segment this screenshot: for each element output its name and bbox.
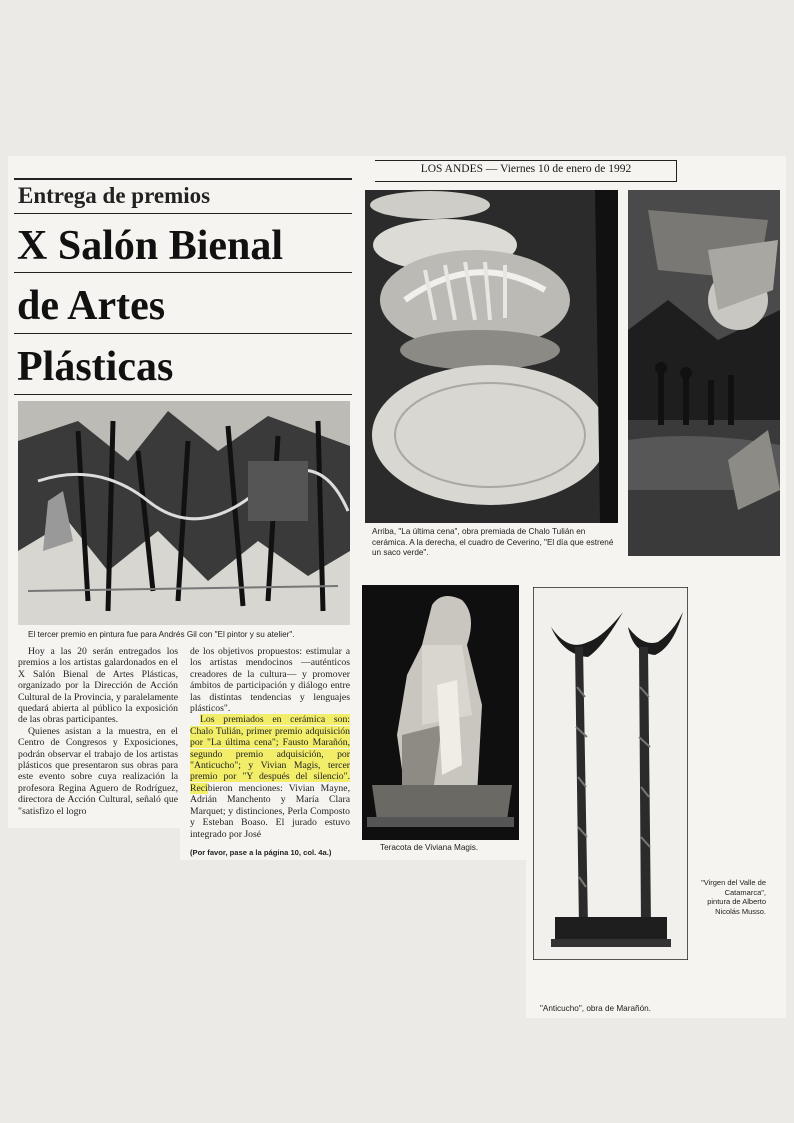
- headline-rule-2: [14, 272, 352, 273]
- article-paragraph-1: Hoy a las 20 serán entregados los premios a los artistas galardonados en el X Salón Bienal de Artes Plásticas, organizado por la Dirección de Acción Cultural de la Provincia, y paralelamente quedará abierta al público la exposición de las obras participantes.: [18, 646, 178, 726]
- caption-anticucho: "Anticucho", obra de Marañón.: [540, 1004, 651, 1013]
- article-paragraph-2: Quienes asistan a la muestra, en el Centro de Congresos y Exposiciones, podrán observar el trabajo de los artistas plásticos que presentaron sus obras para este evento sobre cuya realización la profesora Regina Aguero de Rodríguez, directora de Acción Cultural, señaló que "satisfizo el logro: [18, 725, 178, 817]
- headline-rule-1: [14, 213, 352, 214]
- headline-rule-4: [14, 394, 352, 395]
- headline-rule-3: [14, 333, 352, 334]
- article-column-1: [18, 646, 178, 817]
- kicker: Entrega de premios: [18, 183, 211, 208]
- continued-reference: (Por favor, pase a la página 10, col. 4a.): [190, 848, 332, 857]
- masthead-rule-right: [676, 160, 677, 182]
- caption-ceramics: Arriba, "La última cena", obra premiada de Chalo Tulián en cerámica. A la derecha, el cuadro de Ceverino, "El día que estrené un saco verde".: [372, 527, 614, 557]
- caption-painting-gil: El tercer premio en pintura fue para Andrés Gil con "El pintor y su atelier".: [28, 630, 295, 639]
- masthead-paper-name: LOS ANDES: [420, 163, 484, 175]
- article-paragraph-4: [190, 714, 350, 839]
- ceramics-photo: [365, 190, 618, 523]
- headline-rule-top: [14, 178, 352, 180]
- headline-line-1: X Salón Bienal: [17, 223, 284, 269]
- masthead: [375, 163, 677, 179]
- masthead-rule-bottom: [375, 181, 677, 182]
- caption-terracotta: Teracota de Viviana Magis.: [380, 843, 479, 852]
- highlighted-text: Los premiados en cerámica son: Chalo Tulián, primer premio adquisición por "La última cena"; Fausto Marañón, segundo premio adquisición, por "Anticucho"; y Vivian Magis, tercer premio por "Y después del silencio". Reci: [190, 714, 350, 794]
- painting-photo-gil: [18, 401, 350, 625]
- ceverino-painting-photo: [628, 190, 780, 556]
- anticucho-sculpture-photo: [533, 587, 688, 960]
- article-paragraph-3: de los objetivos propuestos: estimular a los artistas mendocinos —auténticos creadores de la cultura— y promover ámbitos de participación y diálogo entre las distintas tendencias y lenguajes plásticos".: [190, 646, 350, 715]
- masthead-dateline: — Viernes 10 de enero de 1992: [485, 163, 632, 175]
- terracotta-photo: [362, 585, 519, 840]
- caption-virgen: "Virgen del Valle de Catamarca", pintura de Alberto Nicolás Musso.: [701, 878, 766, 916]
- headline-line-2: de Artes: [17, 283, 166, 329]
- masthead-rule-top: [375, 160, 677, 161]
- headline-line-3: Plásticas: [17, 344, 174, 390]
- article-paragraph-4-rest: bieron menciones: Vivian Mayne, Adrián Manchento y María Clara Marquet; y distinciones, Perla Composto y Esteban Boaso. El jurado estuvo integrado por José: [190, 782, 350, 840]
- article-column-2: [190, 646, 350, 840]
